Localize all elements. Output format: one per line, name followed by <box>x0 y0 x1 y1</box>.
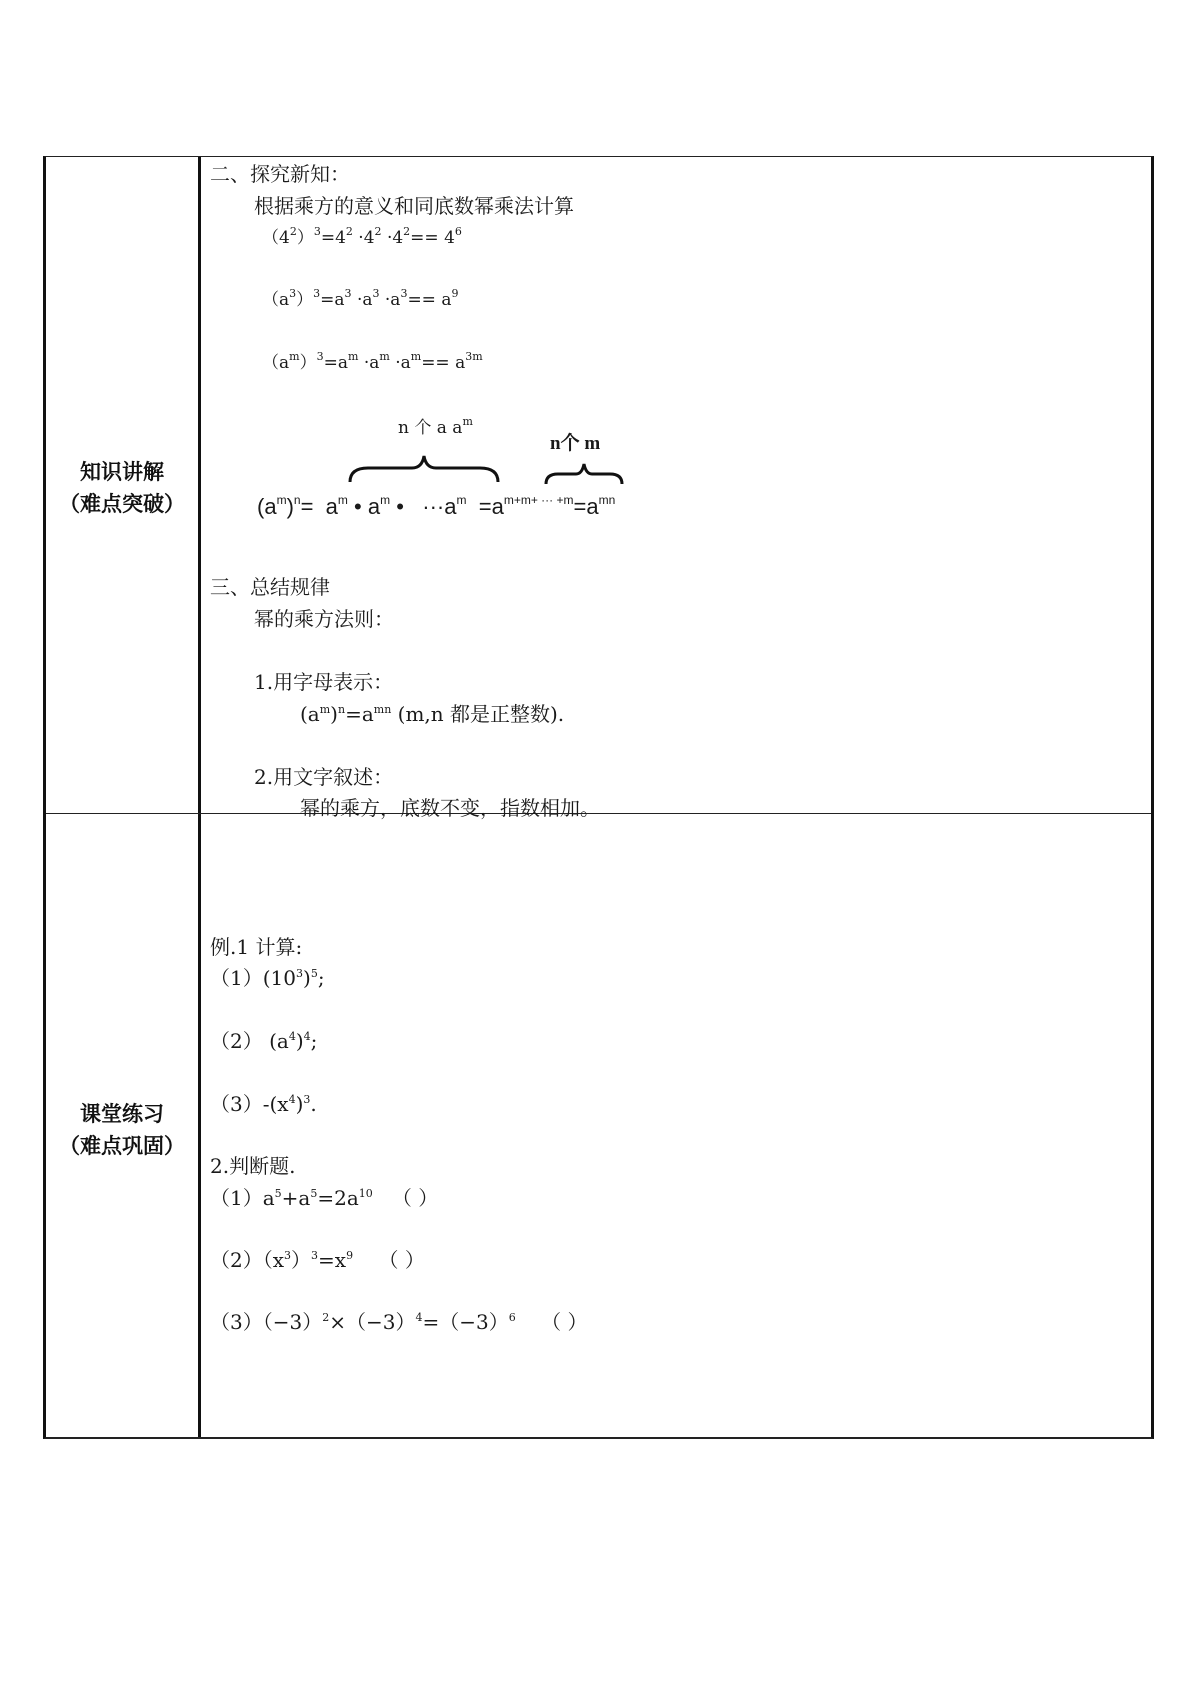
curly-brace-1 <box>348 454 500 484</box>
row-label-line2: （难点巩固） <box>59 1134 185 1158</box>
brace-label-1: n 个 a $a^m$ <box>398 415 473 438</box>
equation-1: $(4^2)^3=4^2 \cdot 4^2 \cdot 4^2== 4^6$ <box>262 225 462 248</box>
row-label-line1: 知识讲解 <box>80 460 164 484</box>
example-2: （2） $(a^4)^4$; <box>210 1029 318 1053</box>
example-3: $(3)-(x^4)^3$. <box>210 1092 317 1116</box>
general-formula: $(a^m)^n= a^m$ • $a^m$ • $\cdot\cdot\cdot a^m =a^{m+m+ \cdot\cdot\cdot +m}=a^{mn}$ <box>257 493 616 519</box>
curly-brace-2 <box>544 462 624 486</box>
brace-label-2: n个 m <box>550 433 601 454</box>
summary-item-2: 2.用文字叙述： <box>254 765 394 789</box>
judge-1: $(1)a^5+a^5=2a^{10}$ （ ） <box>210 1186 439 1210</box>
judge-heading: 2.判断题. <box>210 1154 296 1178</box>
row-label-practice <box>46 1098 198 1162</box>
summary-item-1-formula: $(a^m)^n=a^{mn}$ (m,n 都是正整数). <box>300 702 565 726</box>
row-label-line1: 课堂练习 <box>80 1102 164 1126</box>
row-label-line2: （难点突破） <box>59 492 185 516</box>
summary-heading: 三、总结规律 <box>210 575 330 599</box>
summary-rule: 幂的乘方法则： <box>254 607 394 631</box>
equation-3: $(a^m)^3=a^m \cdot a^m \cdot a^m== a^{3m}$ <box>262 350 483 373</box>
column-divider <box>198 157 201 1437</box>
summary-item-2-text: 幂的乘方，底数不变，指数相加。 <box>300 796 600 820</box>
explore-heading: 二、探究新知： <box>210 162 350 186</box>
summary-item-1: 1.用字母表示： <box>254 670 394 694</box>
explore-intro: 根据乘方的意义和同底数幂乘法计算 <box>254 194 574 218</box>
equation-2: $(a^3)^3=a^3 \cdot a^3 \cdot a^3== a^9$ <box>262 287 459 310</box>
example-heading: 例.1 计算: <box>210 935 303 959</box>
example-1: $(1)(10^3)^5$; <box>210 966 325 990</box>
judge-3: $(3)(-3)^2\times(-3)^4=(-3)^6$ （ ） <box>210 1310 588 1334</box>
row-label-knowledge <box>46 456 198 520</box>
judge-2: $(2)(x^3)^3=x^9$ （ ） <box>210 1248 425 1272</box>
